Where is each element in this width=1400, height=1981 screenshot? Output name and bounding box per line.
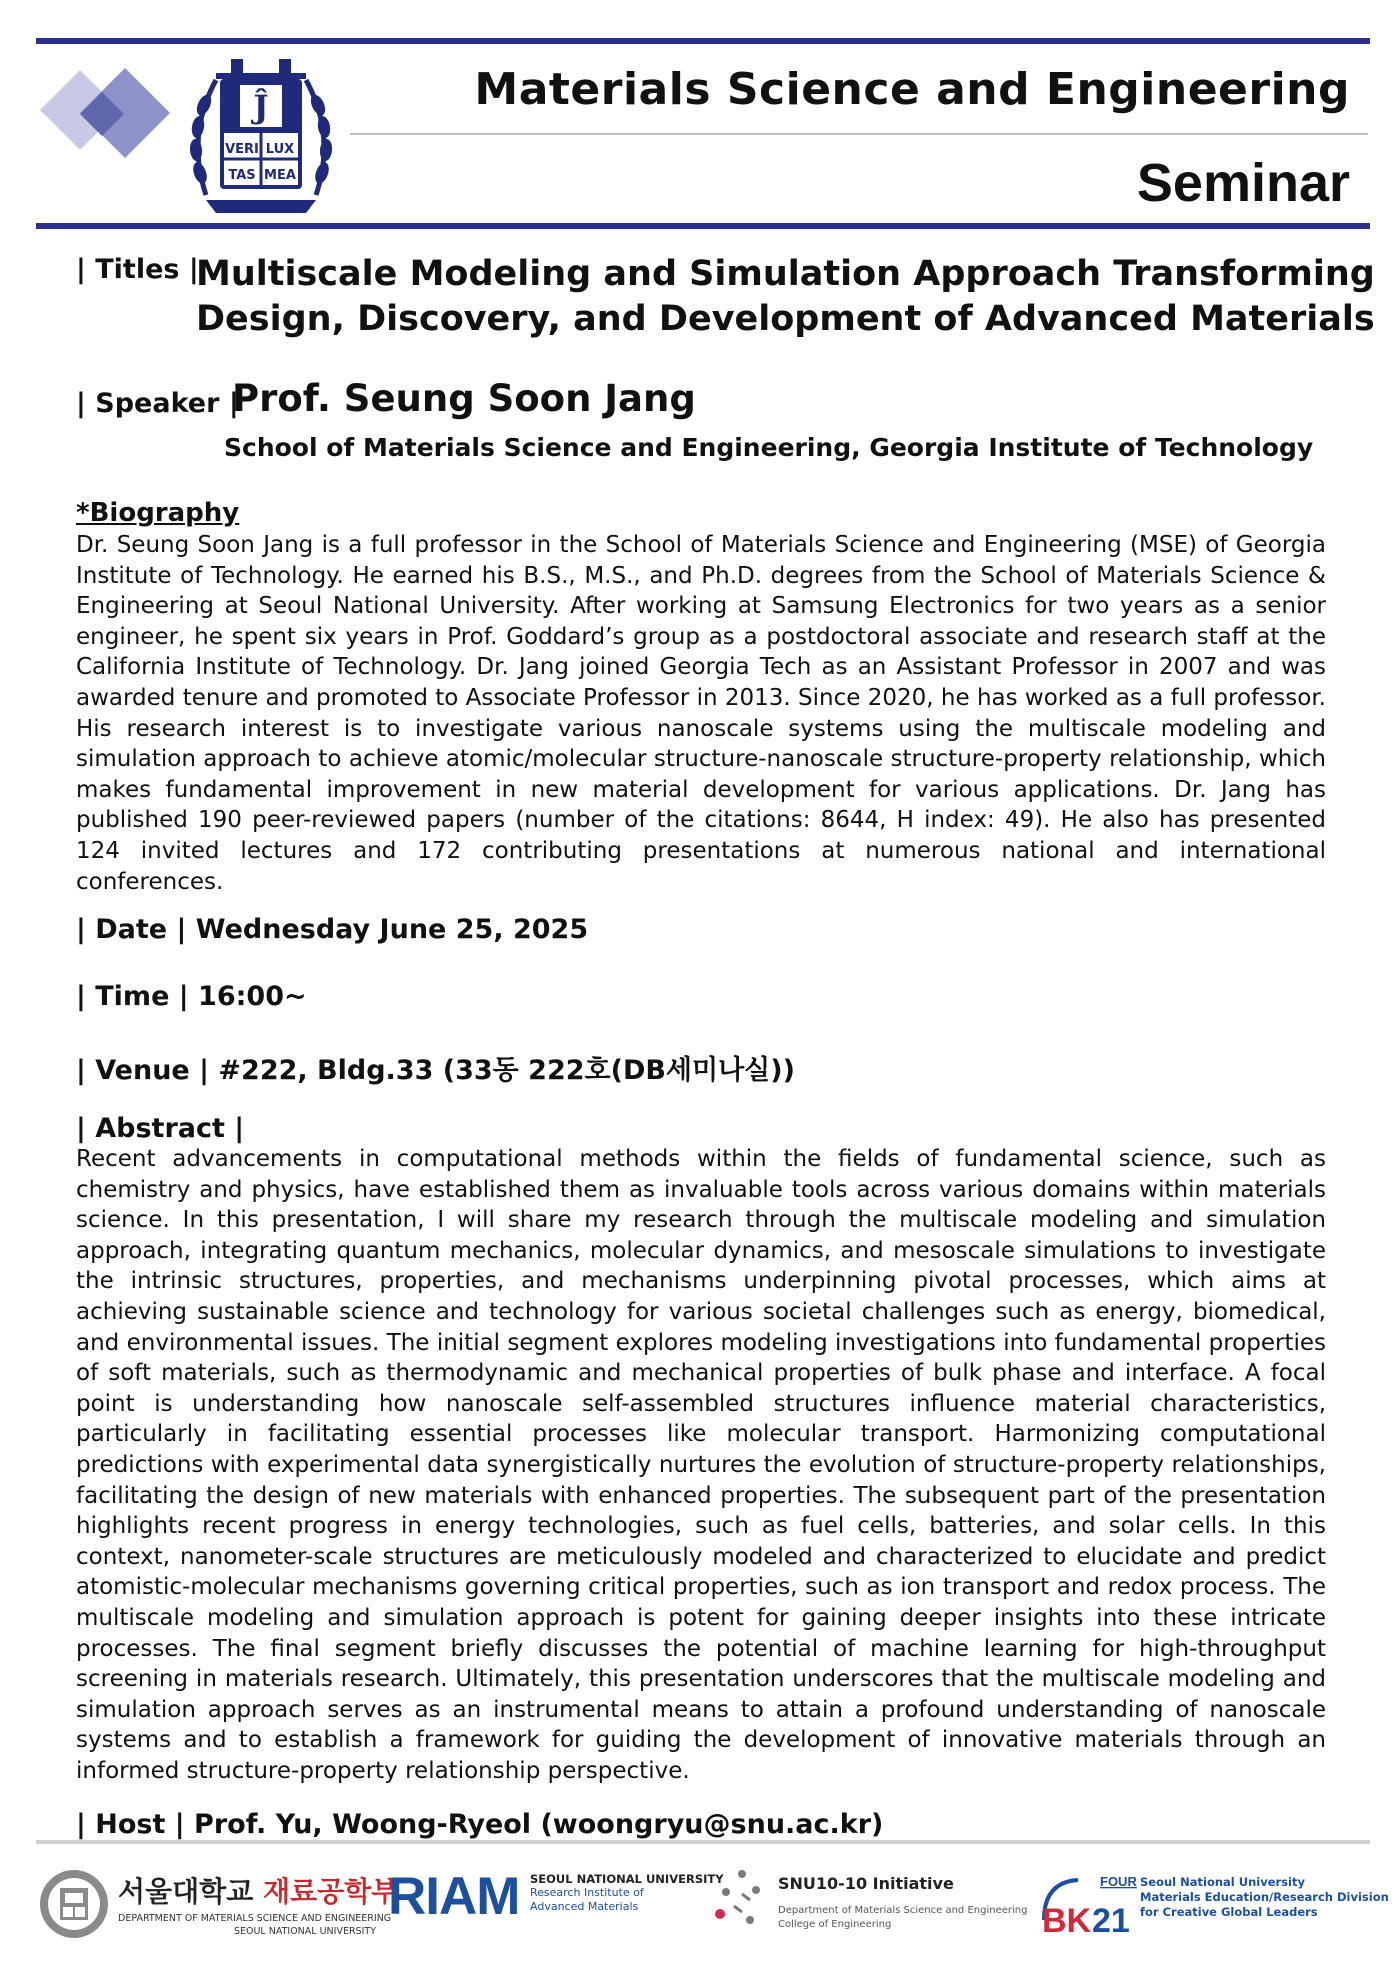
date-row: | Date | Wednesday June 25, 2025 bbox=[76, 914, 589, 945]
abstract-text: Recent advancements in computational methods within the fields of fundamental science, such as chemistry and physics, have established them as invaluable tools across various domains within materials science. In this presentation, I will share my research through the multiscale modeling and simulation approach, integrating quantum mechanics, molecular dynamics, and mesoscale simulations to investigate the intrinsic structures, properties, and mechanisms underpinning pivotal processes, which aims at achieving sustainable science and technology for various societal challenges such as energy, biomedical, and environmental issues. The initial segment explores modeling investigations into fundamental properties of soft materials, such as thermodynamic and mechanical properties of bulk phase and interface. A focal point is understanding how nanoscale self-assembled structures influence material characteristics, particularly in facilitating essential processes like molecular transport. Harmonizing computational predictions with experimental data synergistically nurtures the evolution of structure-property relationships, facilitating the design of new materials with enhanced properties. The subsequent part of the presentation highlights recent progress in energy technologies, such as fuel cells, batteries, and solar cells. In this context, nanometer-scale structures are meticulously modeled and characterized to elucidate and predict atomistic-molecular mechanisms governing critical properties, such as ion transport and redox process. The multiscale modeling and simulation approach is potent for gaining deeper insights into these intricate processes. The final segment briefly discusses the potential of machine learning for high-throughput screening in materials research. Ultimately, this presentation underscores that the multiscale modeling and simulation approach serves as an instrumental means to attain a profound understanding of nanoscale systems and to establish a framework for guiding the development of innovative materials through an informed structure-property relationship perspective. bbox=[76, 1146, 1326, 1784]
riam-university: SEOUL NATIONAL UNIVERSITY bbox=[530, 1872, 724, 1886]
diamond-decoration-icon bbox=[40, 60, 190, 170]
seminar-title-line-2: Design, Discovery, and Development of Advanced Materials bbox=[196, 299, 1375, 339]
snu1010-title: SNU10-10 Initiative bbox=[778, 1874, 954, 1893]
venue-row: | Venue | #222, Bldg.33 (33동 222호(DB세미나실)) bbox=[76, 1055, 795, 1086]
titles-label: | Titles | bbox=[76, 254, 199, 285]
riam-subtitle bbox=[530, 1872, 724, 1914]
header-top-rule bbox=[36, 38, 1370, 44]
bk21-four-label: FOUR bbox=[1100, 1874, 1137, 1889]
biography-heading: *Biography bbox=[76, 498, 240, 528]
speaker-label: | Speaker | bbox=[76, 388, 239, 419]
snu1010-mark-icon bbox=[712, 1866, 768, 1936]
snu-korean-department: 재료공학부 bbox=[263, 1875, 399, 1908]
seal-text-lux: LUX bbox=[265, 142, 295, 157]
header-bottom-rule bbox=[36, 223, 1370, 229]
snu-eng-line-1: DEPARTMENT OF MATERIALS SCIENCE AND ENGINEERING bbox=[118, 1913, 392, 1924]
speaker-name: Prof. Seung Soon Jang bbox=[232, 377, 696, 420]
department-title: Materials Science and Engineering bbox=[474, 64, 1350, 115]
snu-seal-icon bbox=[38, 1868, 110, 1940]
event-type-heading: Seminar bbox=[1136, 153, 1350, 213]
seminar-title-line-1: Multiscale Modeling and Simulation Approach Transforming bbox=[196, 254, 1375, 294]
snu1010-subtitle bbox=[778, 1904, 1027, 1932]
bk21-line-1: Seoul National University bbox=[1140, 1875, 1305, 1889]
seal-text-tas: TAS bbox=[228, 168, 256, 183]
bk21-line-3: for Creative Global Leaders bbox=[1140, 1905, 1318, 1919]
bk21-number-label: 21 bbox=[1092, 1902, 1130, 1940]
bk21-bk-label: BK bbox=[1042, 1902, 1092, 1940]
university-seal-icon bbox=[186, 55, 336, 215]
bk21-text bbox=[1140, 1875, 1389, 1920]
bk21-logo-icon bbox=[1034, 1870, 1142, 1940]
abstract-heading: | Abstract | bbox=[76, 1113, 245, 1144]
time-row: | Time | 16:00~ bbox=[76, 981, 307, 1012]
riam-line-1: Research Institute of bbox=[530, 1886, 644, 1899]
seal-text-mea: MEA bbox=[264, 168, 296, 183]
snu1010-line-1: Department of Materials Science and Engineering bbox=[778, 1905, 1028, 1916]
host-row: | Host | Prof. Yu, Woong-Ryeol (woongryu@snu.ac.kr) bbox=[76, 1809, 884, 1840]
bk21-line-2: Materials Education/Research Division bbox=[1140, 1890, 1389, 1904]
snu-eng-line-2: SEOUL NATIONAL UNIVERSITY bbox=[233, 1926, 376, 1937]
footer-rule bbox=[36, 1840, 1370, 1844]
riam-line-2: Advanced Materials bbox=[530, 1900, 639, 1913]
speaker-affiliation: School of Materials Science and Engineering, Georgia Institute of Technology bbox=[224, 433, 1314, 462]
svg-text:Ĵ: Ĵ bbox=[253, 88, 269, 126]
snu-department-korean-name bbox=[118, 1870, 398, 1910]
seminar-title bbox=[196, 252, 1375, 342]
seal-text-veri: VERI bbox=[225, 142, 259, 157]
biography-text: Dr. Seung Soon Jang is a full professor in the School of Materials Science and Engineering (MSE) of Georgia Institute of Technology. He earned his B.S., M.S., and Ph.D. degrees from the School of Materials Science & Engineering at Seoul National University. After working at Samsung Electronics for two years as a senior engineer, he spent six years in Prof. Goddard’s group as a postdoctoral associate and research staff at the California Institute of Technology. Dr. Jang joined Georgia Tech as an Assistant Professor in 2007 and was awarded tenure and promoted to Associate Professor in 2013. Since 2020, he has worked as a full professor. His research interest is to investigate various nanoscale systems using the multiscale modeling and simulation approach to achieve atomic/molecular structure-nanoscale structure-property relationship, which makes fundamental improvement in new material development for various applications. Dr. Jang has published 190 peer-reviewed papers (number of the citations: 8644, H index: 49). He also has presented 124 invited lectures and 172 contributing presentations at numerous national and international conferences. bbox=[76, 532, 1326, 895]
snu1010-line-2: College of Engineering bbox=[778, 1919, 892, 1930]
header-divider bbox=[350, 133, 1368, 135]
snu-department-english-name bbox=[118, 1912, 392, 1938]
snu-korean-university: 서울대학교 bbox=[118, 1875, 254, 1908]
riam-logo: RIAM bbox=[388, 1867, 520, 1926]
